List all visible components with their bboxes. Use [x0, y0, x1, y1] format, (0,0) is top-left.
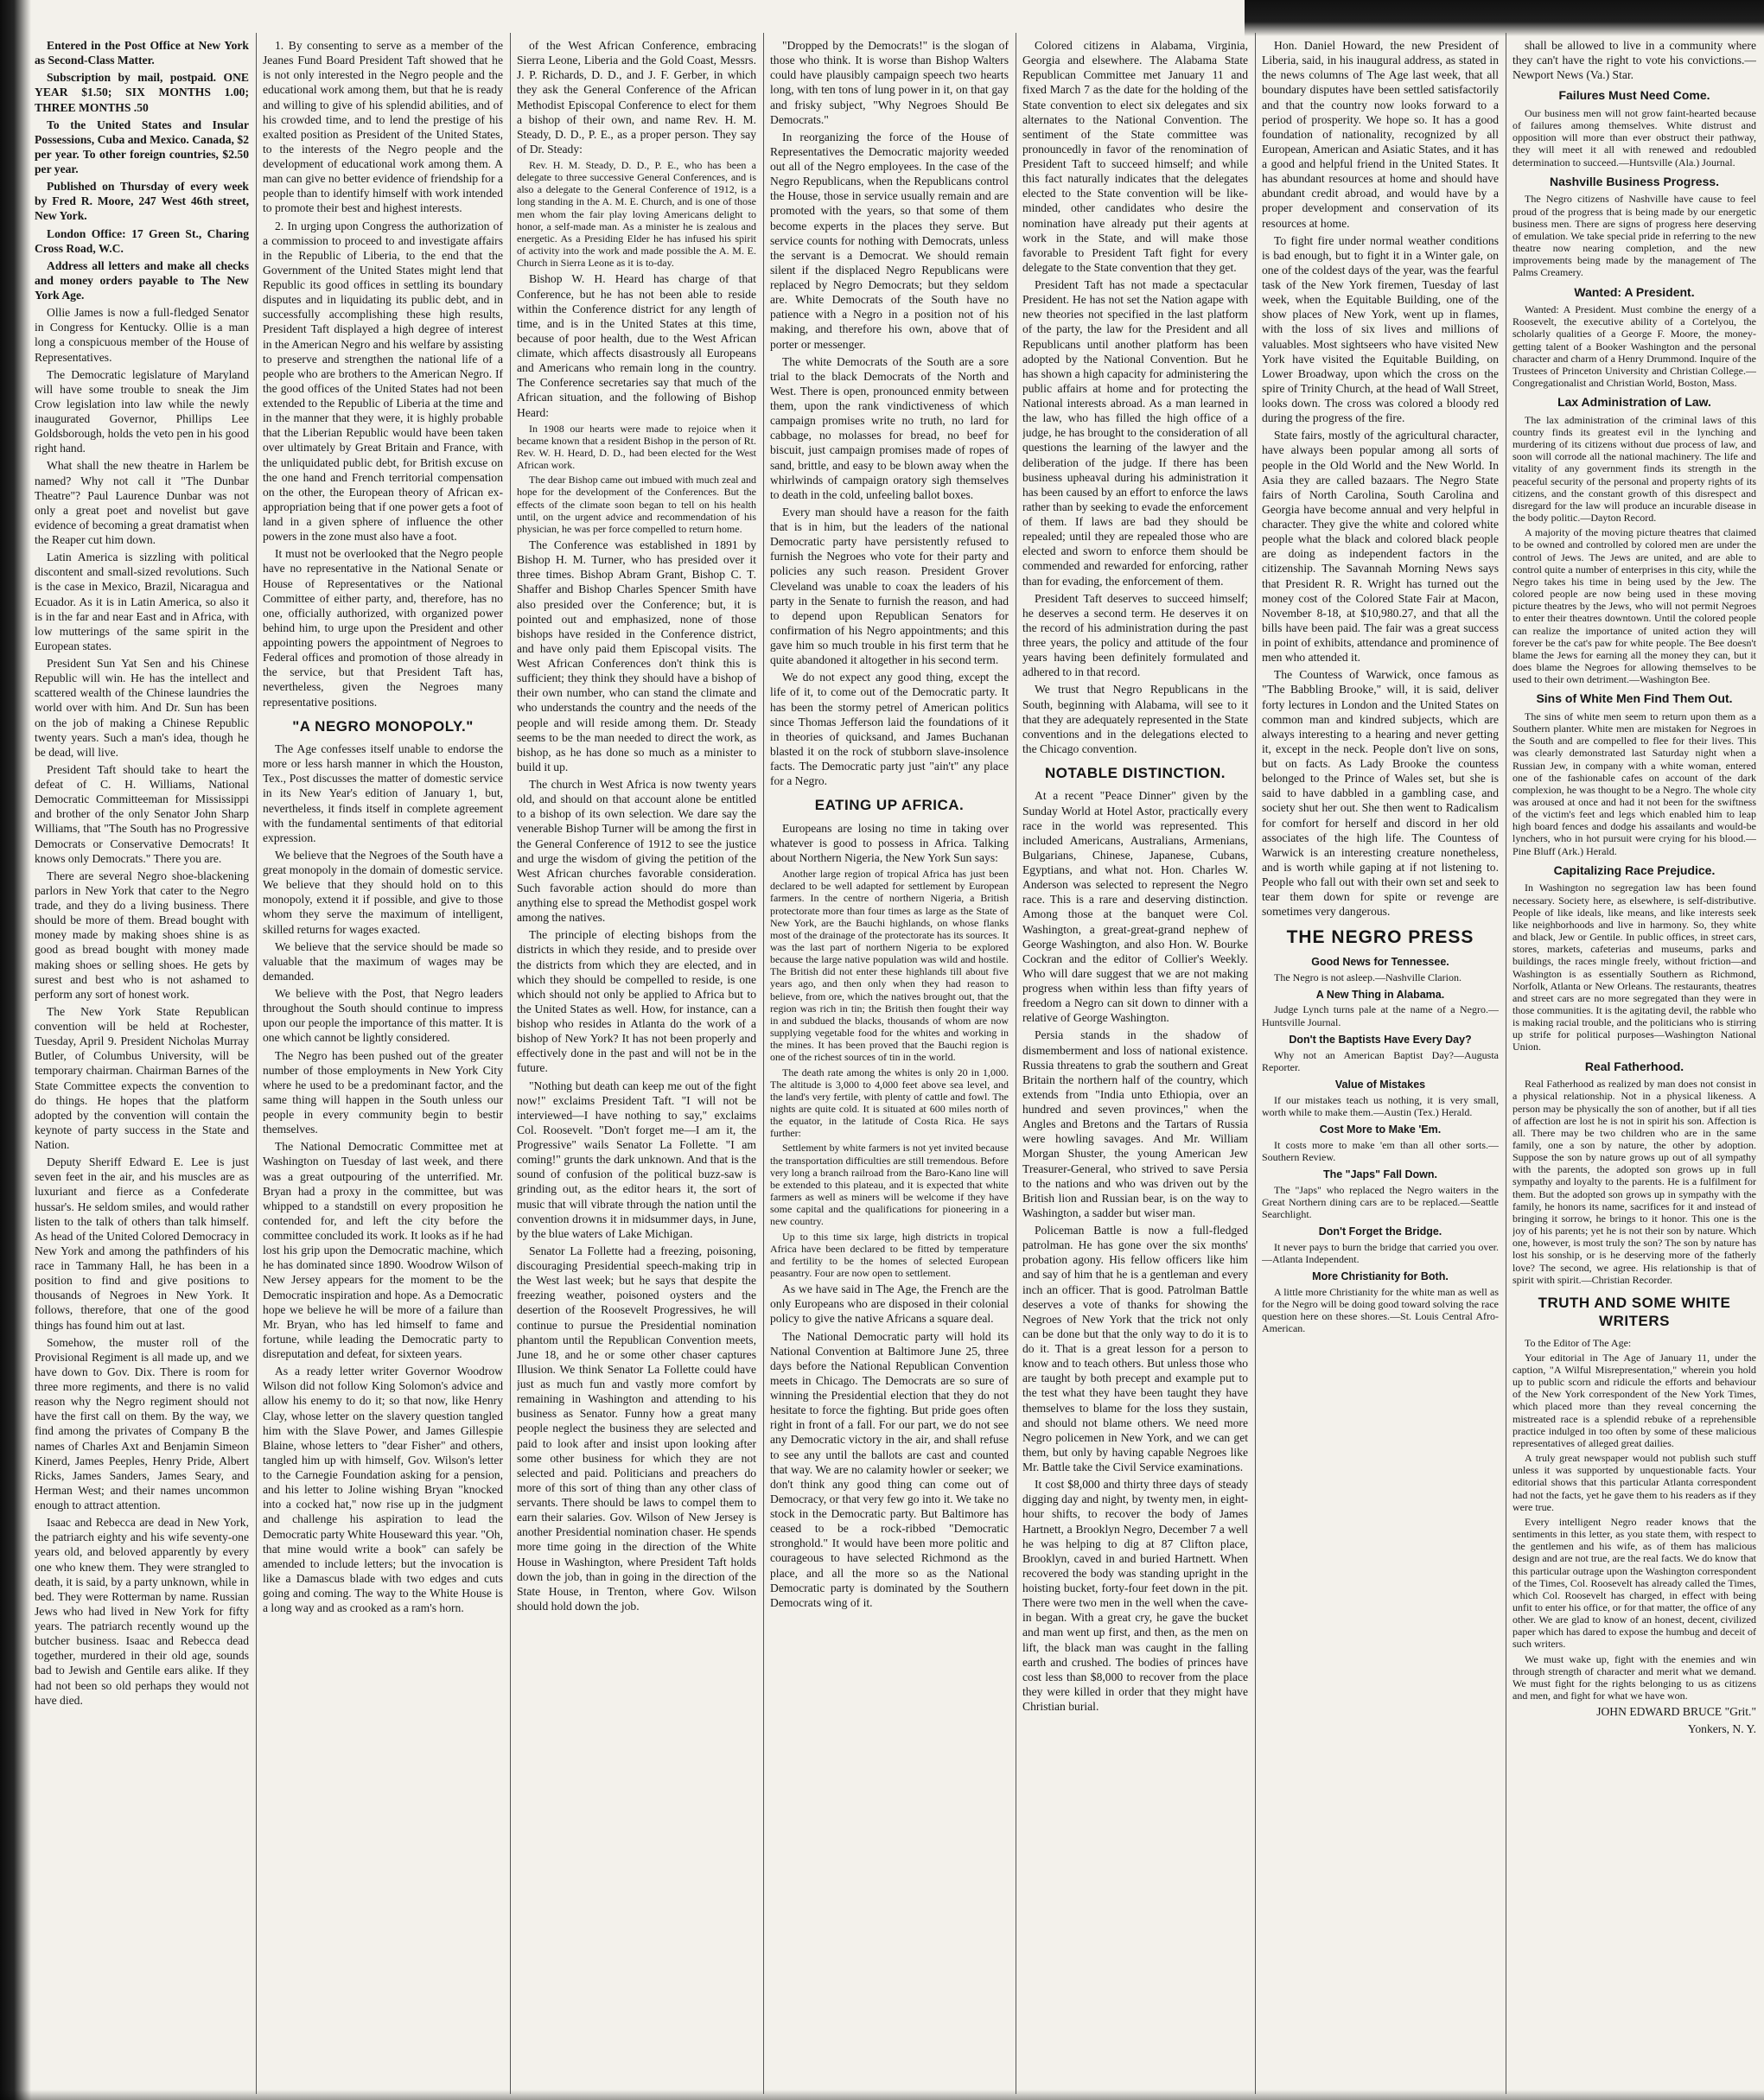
- article-paragraph: President Taft deserves to succeed himself; he deserves a second term. He deserves it on the record of his administration during the past three years, the policy and attitude of the four years having been definitely formulated and adhered to in that record.: [1022, 591, 1248, 679]
- article-headline: NOTABLE DISTINCTION.: [1045, 765, 1226, 781]
- column-rule: [256, 33, 257, 2094]
- column-6: [1262, 38, 1499, 2093]
- article-paragraph: A little more Christianity for the white man as well as for the Negro will be doing good toward solving the race question here on these shores.—St. Louis Central Afro-American.: [1262, 1286, 1499, 1335]
- article-paragraph: We believe that the Negroes of the South have a great monopoly in the domain of domestic service. We believe that they should hold on to this monopoly, extend it if possible, and give to those whom they serve the maximum of intelligent, skilled returns for wages exacted.: [263, 848, 503, 936]
- article-paragraph: The Age confesses itself unable to endorse the more or less harsh manner in which the Houston, Tex., Post discusses the matter of domestic service in its New Year's edition of January 1, but, nevertheless, it finds itself in complete agreement with the fundamental sentiments of that editorial expression.: [263, 742, 503, 844]
- article-paragraph: Policeman Battle is now a full-fledged patrolman. He has gone over the six months' probation agony. His fellow officers like him and say of him that he is a gentleman and every inch an officer. That is good. Patrolman Battle deserves a vote of thanks for showing the Negroes of New York that the trick not only can be done but that the only way to do it is to do it. That is a great lesson for a person to know and to teach others. But unless those who are taught by both precept and example put to the test what they have been taught they have themselves to blame for the loss they sustain, and should not blame others. We need more Negro policemen in New York, and we can get them, but only by having capable Negroes like Mr. Battle take the Civil Service examinations.: [1022, 1224, 1248, 1474]
- article-headline: More Christianity for Both.: [1312, 1270, 1449, 1283]
- article-headline: Value of Mistakes: [1334, 1078, 1426, 1091]
- article-paragraph: The death rate among the whites is only 20 in 1,000. The altitude is 3,000 to 4,000 feet above sea level, and the land's very fertile, with plenty of cattle and fowl. The nights are quite cold. It is situated at 600 miles north of the equator, in the latitude of Costa Rica. He says further:: [770, 1066, 1009, 1140]
- article-paragraph: The Negro citizens of Nashville have cause to feel proud of the progress that is being made by our energetic business men. There are signs of progress here deserving of emulation. We take special pride in referring to the new theatre now nearing completion, and the new improvements being made by the management of The Palms Creamery.: [1512, 193, 1756, 279]
- article-paragraph: Latin America is sizzling with political discontent and small-sized revolutions. Such is the case in Mexico, Brazil, Nicaragua and Ecuador. As it is in Latin America, so also it is in the far and near East and in Africa, with low mutterings of the same spirit in the European states.: [35, 550, 249, 652]
- article-paragraph: In reorganizing the force of the House of Representatives the Democratic majority weeded out all of the Negro employees. In the case of the Negro Republicans, when the Republicans control the House, those in service usually remain and are promoted with the years, so that some of them become experts in the places they serve. But service counts for nothing with Democrats, unless the servant is a Democrat. We should remain silent if the displaced Negro Republicans were replaced by Negro Democrats; but they seldom are. White Democrats of the South have no patience with a Negro in a position not of his making, and therefore his own, above that of porter or messenger.: [770, 130, 1009, 351]
- article-paragraph: Yonkers, N. Y.: [1687, 1722, 1756, 1736]
- article-paragraph: The Democratic legislature of Maryland will have some trouble to sneak the Jim Crow legislation into law while the newly inaugurated Governor, Phillips Lee Goldsborough, holds the veto pen in his good right hand.: [35, 367, 249, 455]
- column-5: [1022, 38, 1248, 2093]
- article-headline: Don't the Baptists Have Every Day?: [1289, 1033, 1472, 1046]
- article-headline: Don't Forget the Bridge.: [1318, 1225, 1442, 1238]
- article-headline: The "Japs" Fall Down.: [1322, 1168, 1437, 1180]
- article-paragraph: Every intelligent Negro reader knows that the sentiments in this letter, as you state them, with respect to the gentlemen and his wife, as of them has malicious design and are not true, are the real facts. We do know that this particular outrage upon the Washington correspondent of the Times, Col. Roosevelt has already called the Times, which Col. Roosevelt has charged, in effect with being unfit to enter his office, or for that matter, the office of any other. We are glad to know of an honest, decent, civilized paper which has dared to expose the humbug and deceit of such writers.: [1512, 1515, 1756, 1651]
- article-paragraph: We trust that Negro Republicans in the South, beginning with Alabama, will see to it that they are adequately represented in the State conventions and in the delegations elected to the Chicago convention.: [1022, 683, 1248, 755]
- article-paragraph: Europeans are losing no time in taking over whatever is good to possess in Africa. Talking about Northern Nigeria, the New York Sun says:: [770, 821, 1009, 864]
- article-paragraph: The National Democratic Committee met at Washington on Tuesday of last week, and there was a great outpouring of the unterrified. Mr. Bryan had a proxy in the committee, but was whipped to a standstill on every proposition he contended for, and left the city before the committee concluded its work. It looks as if he had lost his grip upon the Democratic machine, which he has dominated since 1890. Woodrow Wilson of New Jersey appears for the moment to be the Democratic inspiration and hope. As a Democratic hope we believe he will be more of a failure than Mr. Bryan, who has led himself to fame and fortune, while leading the Democratic party to disreputation and defeat, for sixteen years.: [263, 1140, 503, 1361]
- article-paragraph: To fight fire under normal weather conditions is bad enough, but to fight it in a Winter gale, on one of the coldest days of the year, was the fearful task of the New York firemen, Tuesday of last week, when the Equitable Building, one of the show places of New York, went up in flames, with the loss of six lives and millions of valuables. Most sightseers who have visited New York have visited the Equitable Building, on Lower Broadway, upon which the cross on the spire of Trinity Church, at the head of Wall Street, looks down. The cross was colored a bloody red during the progress of the fire.: [1262, 233, 1499, 425]
- article-paragraph: of the West African Conference, embracing Sierra Leone, Liberia and the Gold Coast, Messrs. J. P. Richards, D. D., and J. F. Gerber, in which they ask the General Conference of the African Methodist Episcopal Conference to elect for them a bishop of their own, and name Rev. H. M. Steady, D. D., P. E., as a proper person. They say of Dr. Steady:: [517, 39, 756, 156]
- article-paragraph: Up to this time six large, high districts in tropical Africa have been declared to be fitted by temperature and fertility to be the homes of selected European peasantry. Four are now open to settlement.: [770, 1230, 1009, 1280]
- article-paragraph: As a ready letter writer Governor Woodrow Wilson did not follow King Solomon's advice and allow his enemy to do it; so that now, like Henry Clay, whose letter on the slavery question tangled him with the Slave Power, and James Gillespie Blaine, whose letters to "dear Fisher" and others, tangled him up with himself, Gov. Wilson's letter to the Carnegie Foundation asking for a pension, and his letter to Joline wishing Bryan "knocked into a cocked hat," now rise up in the judgment and challenge his aspiration to lead the Democratic party White Houseward this year. "Oh, that mine would write a book" can safely be amended to include letters; but the invocation is like a Damascus blade with two edges and cuts going and coming. The way to the White House is a long way and as crooked as a ram's horn.: [263, 1365, 503, 1615]
- column-3: [517, 38, 756, 2093]
- article-paragraph: The Negro has been pushed out of the greater number of those employments in New York City where he used to be a predominant factor, and the same thing will happen in the South unless our people in every community begin to bestir themselves.: [263, 1048, 503, 1136]
- article-paragraph: We believe that the service should be made so valuable that the maximum of wages may be demanded.: [263, 939, 503, 983]
- article-paragraph: Address all letters and make all checks and money orders payable to The New York Age.: [35, 258, 249, 302]
- article-paragraph: Our business men will not grow faint-hearted because of failures among themselves. White distrust and opposition will more than ever obstruct their pathway, they will meet it all with renewed and redoubled determination to succeed.—Huntsville (Ala.) Journal.: [1512, 107, 1756, 169]
- article-paragraph: Your editorial in The Age of January 11, under the caption, "A Wilful Misrepresentation," wherein you hold up to public scorn and ridicule the efforts and behaviour of the New York correspondent of the New York Times, which placed more than they reveal concerning the mistreated race is a splendid rebuke of a reprehensible practice indulged in too often by some of these malicious representatives of alleged great dailies.: [1512, 1351, 1756, 1449]
- article-paragraph: Hon. Daniel Howard, the new President of Liberia, said, in his inaugural address, as stated in the news columns of The Age last week, that all boundary disputes have been settled satisfactorily and that the country now looks forward to a period of prosperity. We hope so. It has a good foundation of nationality, recognized by all European, American and Asiatic States, and it has a good and helpful friend in the United States. It has abundant resources at home and should have abundant credit abroad, and would have by a proper development and conservation of its resources at home.: [1262, 39, 1499, 230]
- article-paragraph: "Nothing but death can keep me out of the fight now!" exclaims President Taft. "I will not be interviewed—I have nothing to say," exclaims Col. Roosevelt. "Don't forget me—I am it, the Progressive" wails Senator La Follette. "I am coming!" grunts the dark unknown. And that is the sound of confusion of the political buzz-saw is grinding out, as the editor hears it, the sort of music that will vibrate through the nation until the convention drowns it in midsummer days, in June, by the blue waters of Lake Michigan.: [517, 1079, 756, 1240]
- article-paragraph: At a recent "Peace Dinner" given by the Sunday World at Hotel Astor, practically every race in the world was represented. This included Americans, Australians, Armenians, Bulgarians, Chinese, Japanese, Cubans, Egyptians, and what not. Hon. Charles W. Anderson was selected to represent the Negro race. This is a rare and deserving distinction. Among those at the banquet were Col. Washington, a great-great-grand nephew of George Washington, and also Hon. W. Bourke Cockran and the editor of Collier's Weekly. Who will dare suggest that we are not making progress when within less than fifty years of freedom a Negro can sit down to dinner with a relative of George Washington.: [1022, 789, 1248, 1025]
- article-paragraph: Persia stands in the shadow of dismemberment and loss of national existence. Russia threatens to grab the southern and Great Britain the northern half of the country, which extends from "India unto Ethiopia, over an hundred and seven provinces," when the Angles and Bretons and the Tartars of Russia were howling savages. And Mr. William Morgan Shuster, the young American Jew Treasurer-General, who strived to save Persia to the nations and who was driven out by the British lion and Russian bear, is on the way to Washington, a sadder but wiser man.: [1022, 1028, 1248, 1219]
- article-paragraph: In 1908 our hearts were made to rejoice when it became known that a resident Bishop in the person of Rt. Rev. W. H. Heard, D. D., had been elected for the West African work.: [517, 422, 756, 472]
- article-paragraph: Settlement by white farmers is not yet invited because the transportation difficulties are still tremendous. Before very long a branch railroad from the Baro-Kano line will be extended to this plateau, and it is expected that white farmers as well as miners will be welcome if they have some capital and the qualifications for pioneering in a new country.: [770, 1142, 1009, 1228]
- article-headline: Capitalizing Race Prejudice.: [1553, 862, 1716, 877]
- article-paragraph: Published on Thursday of every week by Fred R. Moore, 247 West 46th street, New York.: [35, 180, 249, 223]
- article-paragraph: JOHN EDWARD BRUCE "Grit.": [1596, 1705, 1756, 1719]
- article-paragraph: Rev. H. M. Steady, D. D., P. E., who has been a delegate to three successive General Conferences, and is also a delegate to the General Conference of 1912, is a long standing in the A. M. E. Church, and is one of those men whom the fair play loving Americans delight to honor, a self-made man. As a minister he is zealous and energetic. As a Presiding Elder he has infused his spirit of activity into the work and made possible the A. M. E. Church in Sierra Leone as it is to-day.: [517, 159, 756, 270]
- article-paragraph: The principle of electing bishops from the districts in which they reside, and to preside over the districts from which they are elected, and in which they should be compelled to reside, is one which should not only be applied to Africa but to the United States as well. How, for instance, can a bishop who resides in Atlanta do the work of a bishop of New York? It has not been properly and effectively done in the past and will not be in the future.: [517, 928, 756, 1075]
- article-headline: Failures Must Need Come.: [1558, 88, 1710, 103]
- article-paragraph: It must not be overlooked that the Negro people have no representative in the National Senate or House of Representatives or the National Committee of either party, and, therefore, has no one, officially authorized, with organized power behind him, to urge upon the President and other appointing powers the appointment of Negroes to Federal offices and promotion of those already in the service, but that President Taft has, nevertheless, given the Negroes many representative positions.: [263, 547, 503, 709]
- article-paragraph: We must wake up, fight with the enemies and win through strength of character and merit what we demand. We must fight for the rights belonging to us as citizens and men, and fight for what we have won.: [1512, 1652, 1756, 1702]
- article-paragraph: The Negro is not asleep.—Nashville Clarion.: [1274, 970, 1462, 983]
- article-paragraph: Entered in the Post Office at New York as Second-Class Matter.: [35, 39, 249, 67]
- article-headline: Real Fatherhood.: [1584, 1059, 1684, 1073]
- article-paragraph: As we have said in The Age, the French are the only Europeans who are disposed in their colonial policy to give the native Africans a square deal.: [770, 1282, 1009, 1326]
- article-headline: Cost More to Make 'Em.: [1319, 1123, 1442, 1136]
- article-headline: THE NEGRO PRESS: [1286, 927, 1474, 948]
- article-paragraph: Deputy Sheriff Edward E. Lee is just seven feet in the air, and his muscles are as luxuriant and fierce as a Confederate hussar's. He seldom smiles, and would rather listen to the talk of others than talk himself. As head of the United Colored Democracy in New York and among the pathfinders of his race in Tammany Hall, he has been in a position to find and give positions to thousands of Negroes in New York. It follows, therefore, that one of the good things has found him out at last.: [35, 1155, 249, 1332]
- article-paragraph: The New York State Republican convention will be held at Rochester, Tuesday, April 9. President Nicholas Murray Butler, of Columbus University, will be temporary chairman. Chairman Barnes of the State Committee expects the convention to do things. He hopes that the platform adopted by the convention will contain the keynote of party success in the State and Nation.: [35, 1004, 249, 1151]
- column-4: [770, 38, 1009, 2093]
- article-paragraph: Ollie James is now a full-fledged Senator in Congress for Kentucky. Ollie is a man long a conspicuous member of the House of Representatives.: [35, 306, 249, 364]
- article-paragraph: Judge Lynch turns pale at the name of a Negro.—Huntsville Journal.: [1262, 1003, 1499, 1028]
- column-2: [263, 38, 503, 2093]
- article-paragraph: Every man should have a reason for the faith that is in him, but the leaders of the national Democratic party have persistently refused to furnish the Negroes who vote for their party and policies any such reason. President Grover Cleveland was unable to coax the leaders of his party in the Senate to furnish the reason, and had to depend upon Republican Senators for confirmation of his Negro appointments; and this gave him so much trouble in his first term that he quite abandoned it altogether in his second term.: [770, 505, 1009, 667]
- article-paragraph: The Conference was established in 1891 by Bishop H. M. Turner, who has presided over it three times. Bishop Abram Grant, Bishop C. T. Shaffer and Bishop Charles Spencer Smith have also presided over the Conference; but, it is pointed out and emphasized, none of those bishops have resided in the Conference district, and have only paid them Episcopal visits. The West African Conferences don't think this is sufficient; they think they should have a bishop of their own number, who can stand the climate and who understands the country and the needs of the people and will reside among them. Dr. Steady seems to be the man needed to direct the work, as bishop, as he has done so much as a minister to build it up.: [517, 538, 756, 773]
- article-paragraph: It costs more to make 'em than all other sorts.—Southern Review.: [1262, 1138, 1499, 1163]
- article-paragraph: It never pays to burn the bridge that carried you over.—Atlanta Independent.: [1262, 1240, 1499, 1266]
- article-headline: TRUTH AND SOME WHITE WRITERS: [1538, 1294, 1731, 1330]
- column-rule: [763, 33, 764, 2094]
- article-paragraph: The church in West Africa is now twenty years old, and should on that account alone be entitled to a bishop of its own selection. We dare say the venerable Bishop Turner will be among the first in the General Conference of 1912 to see the justice and urge the wisdom of giving the petition of the West African churches favorable consideration. Such favorable action should do more than anything else to spread the Methodist gospel work among the natives.: [517, 778, 756, 925]
- article-paragraph: Another large region of tropical Africa has just been declared to be well adapted for settlement by European farmers. In the centre of northern Nigeria, a British protectorate more than four times as large as the State of New York, are the Bauchi highlands, on whose flanks most of the drainage of the protectorate has its sources. It was the last part of northern Nigeria to be explored because the large native population was wild and hostile. The British did not enter these highlands till about five years ago, and then only when they had reason to believe, from ore, which the natives brought out, that the region was rich in tin; the British then fought their way in and subdued the blacks, thousands of whom are now supplying vegetable food for the whites and working in the mines. It has been proved that the Bauchi region is one of the richest sources of tin in the world.: [770, 868, 1009, 1064]
- article-paragraph: The sins of white men seem to return upon them as a Southern planter. White men are mistaken for Negroes in the South and are compelled to flee for their lives. This was clearly demonstrated last Saturday night when a Russian Jew, in company with a white woman, entered one of the fashionable cafes on account of the dark complexion, he was thought to be a Negro. The whole city was aroused at once and had it not been for the swiftness of the victim's feet and legs which enabled him to leap high board fences and dodge his assailants and would-be lynchers, who in hot pursuit were crying for his blood.—Pine Bluff (Ark.) Herald.: [1512, 710, 1756, 857]
- article-paragraph: There are several Negro shoe-blackening parlors in New York that cater to the Negro trade, and they do a living business. There should be more of them. Bread bought with money made by making shoes shine is as good as bread bought with money made making shoes or selling shoes. He gets by surest and best who is not ashamed to perform any sort of honest work.: [35, 869, 249, 1001]
- article-paragraph: President Sun Yat Sen and his Chinese Republic will win. He has the intellect and scattered wealth of the Chinese laundries the world over with him. And Dr. Sun has been on the job of making a Chinese Republic twenty years. Such a man's idea, though he be dead, will live.: [35, 657, 249, 759]
- article-headline: Lax Administration of Law.: [1557, 395, 1711, 410]
- article-paragraph: The lax administration of the criminal laws of this country finds its greatest evil in the lynching and murdering of its citizens without due process of law, and soon will corrode all the national machinery. The life and vitality of any government finds its strength in the peaceful security of the personal and property rights of its citizens, and the constant growth of this disrespect and disregard for the law will produce an incurable disease in the body politic.—Dayton Record.: [1512, 413, 1756, 525]
- article-paragraph: Subscription by mail, postpaid. ONE YEAR $1.50; SIX MONTHS 1.00; THREE MONTHS .50: [35, 71, 249, 114]
- article-paragraph: Wanted: A President. Must combine the energy of a Roosevelt, the executive ability of a Cortelyou, the scholarly qualities of a George F. Moore, the money-getting talent of a Booker Washington and the personal character and charm of a Henry Drummond. Inquire of the Trustees of Princeton University and Christian College.—Congregationalist and Christian World, Boston, Mass.: [1512, 303, 1756, 390]
- article-paragraph: "Dropped by the Democrats!" is the slogan of those who think. It is worse than Bishop Walters could have plausibly campaign speech two hearts long, with ten tons of lung power in it, on that gay and frisky subject, "Why Negroes Should Be Democrats.": [770, 39, 1009, 126]
- article-paragraph: President Taft should take to heart the defeat of C. H. Williams, National Democratic Committeeman for Mississippi and brother of the only Senator John Sharp Williams, that "The South has no Progressive Democrats or Conservative Democrats! It knows only Democrats." There you are.: [35, 762, 249, 865]
- column-1: [35, 38, 249, 2093]
- article-headline: "A NEGRO MONOPOLY.": [292, 717, 474, 735]
- article-paragraph: Real Fatherhood as realized by man does not consist in a physical relationship. Not in a physical likeness. A person may be physically the son of another, but if all ties of affection are lost he is not in spirit his son. Affection is all. There may be two children who are in the same family, one a son by nature, the other by adoption. Suppose the son by nature grows up out of all sympathy with the parents, the adopted son grows up in full sympathy and loyalty to the parents. He is a fulfilment for them. But the adopted son grows up in sympathy with the family, he honors its name, sacrifices for it and instead of bringing it sorrow, he brings to it honor. This one is the joy of his parents; yet he is not their son by nature. Which one, however, is most truly the son? The son by nature has lost his sonship, or is he deserving more of the fatherly love? The second, we agree. His relationship is that of spirit with spirit.—Christian Recorder.: [1512, 1078, 1756, 1286]
- column-rule: [510, 33, 511, 2094]
- article-headline: A New Thing in Alabama.: [1315, 988, 1445, 1001]
- article-paragraph: 1. By consenting to serve as a member of the Jeanes Fund Board President Taft showed that he is not only interested in the Negro people and the educational work among them, but that he is ready and willing to give of his splendid abilities, and of his crowded time, and to lend the prestige of his exalted position as President of the United States, to the interests of the Negro people and the development of educational work among them. A man can give no better evidence of friendship for a people than to identify himself with work intended to promote their best and highest interests.: [263, 39, 503, 215]
- article-headline: Good News for Tennessee.: [1311, 955, 1449, 968]
- column-rule: [1255, 33, 1256, 2094]
- article-paragraph: The white Democrats of the South are a sore trial to the black Democrats of the North and West. There is open, pronounced enmity between them, upon the rank vindictiveness of which campaign promises write no truth, no lard for cabbage, no molasses for bread, no beef for biscuit, just campaign promises made of ropes of sand, brittle, and easy to be blown away when the whirlwinds of campaign oratory sigh themselves to death in the cold, unfeeling ballot boxes.: [770, 354, 1009, 501]
- article-paragraph: It cost $8,000 and thirty three days of steady digging day and night, by twenty men, in eight-hour shifts, to recover the body of James Hartnett, a Brooklyn Negro, December 7 a well he was helping to dig at 87 Clifton place, Brooklyn, caved in and buried Hartnett. When recovered the body was standing upright in the hoisting bucket, forty-four feet down in the pit. There were two men in the well when the cave-in began. With a great cry, he gave the bucket and man went up first, and then, as the men on lift, the black man was caught in the falling earth and crushed. The bodies of princes have cost less than $8,000 to recover from the place they were killed in order that they might have Christian burial.: [1022, 1478, 1248, 1714]
- scan-dark-edge-left: [0, 0, 31, 2100]
- article-headline: Sins of White Men Find Them Out.: [1536, 691, 1733, 706]
- article-paragraph: Senator La Follette had a freezing, poisoning, discouraging Presidential speech-making trip in the West last week; but he says that despite the freezing weather, poisoned oysters and the desertion of the Roosevelt Progressives, he will continue to pursue the Presidential nomination phantom until the Republican Convention meets, June 18, and he or some other chaser captures Illusion. We think Senator La Follette could have just as much fun and vastly more comfort by remaining in Washington and attending to his business as Senator. Funny how a great many people neglect the business they are selected and paid to look after and insist upon looking after some other business for which they are not selected and paid. Politicians and preachers do more of this sort of thing than any other class of servants. There should be laws to compel them to earn their salaries. Gov. Wilson of New Jersey is another Presidential nomination chaser. He spends more time going in the direction of the White House in Washington, where President Taft holds down the job, than in going in the direction of the State House, in Trenton, where Gov. Wilson should hold down the job.: [517, 1244, 756, 1613]
- article-paragraph: We do not expect any good thing, except the life of it, to come out of the Democratic party. It has been the stormy petrel of American politics since Thomas Jefferson laid the foundations of it in theories of quicksand, and James Buchanan blasted it on the rock of stubborn slave-insolence facts. The Democratic party just "ain't" any place for a Negro.: [770, 671, 1009, 788]
- article-paragraph: The National Democratic party will hold its National Convention at Baltimore June 25, three days before the National Republican Convention meets in Chicago. The Democrats are so sure of winning the Presidential election that they do not hesitate to force the fighting. But pride goes often right in front of a fall. For our part, we do not see any Democratic victory in the air, and shall refuse to see any until the ballots are cast and counted that way. We are no calamity howler or seeker; we don't think any good thing can come out of Democracy, or that very few go into it. We take no stock in the Democratic party. But Baltimore has ceased to be a rock-ribbed "Democratic stronghold." It would have been more politic and courageous to have selected Richmond as the place, and all the more so as the National Democratic party is dominated by the Southern Democrats wing of it.: [770, 1329, 1009, 1609]
- article-paragraph: The dear Bishop came out imbued with much zeal and hope for the development of the Conferences. But the effects of the climate soon began to tell on his health until, on the urgent advice and recommendation of his physician, he was per force compelled to return home.: [517, 474, 756, 535]
- article-paragraph: shall be allowed to live in a community where they can't have the right to vote his convictions.—Newport News (Va.) Star.: [1512, 39, 1756, 82]
- article-paragraph: 2. In urging upon Congress the authorization of a commission to proceed to and investigate affairs in the Republic of Liberia, to the end that the Government of the United States might lend that Republic its good offices in settling its boundary disputes and in liquidating its public debt, and in successfully accomplishing these high results, President Taft displayed a high degree of interest in the American Negro and his welfare by assisting to preserve and strengthen the national life of a people who are brothers to the American Negro. If the good offices of the United States had not been extended to the Republic of Liberia at the time and in the manner that they were, it is highly probable that the Liberian Republic would have been taken over ultimately by Great Britain and France, with the unliquidated public debt, for British excuse on the one hand and French territorial compensation on the other, the European theory of African ex-appropriation being that if one power gets a foot of land in a given sphere of influence the other powers in the zone must also have a foot.: [263, 219, 503, 544]
- article-paragraph: Bishop W. H. Heard has charge of that Conference, but he has not been able to reside within the Conference district for any length of time, and is in the United States at this time, because of poor health, due to the West African climate, which affects disastrously all Europeans and Americans who remain long in the country. The Conference secretaries say that much of the African situation, and the following of Bishop Heard:: [517, 272, 756, 419]
- article-paragraph: Somehow, the muster roll of the Provisional Regiment is all made up, and we have down to Gov. Dix. There is room for three more regiments, and there is no valid reason why the Negro regiment should not have the first call on them. By the way, we find among the privates of Company B the names of Charles Axt and Benjamin Simeon Kinerd, James Peeples, Henry Pride, Albert Ricks, James Sanders, James Seary, and Herman West; and their names uncommon enough to attract attention.: [35, 1335, 249, 1511]
- article-paragraph: President Taft has not made a spectacular President. He has not set the Nation agape with new theories not specified in the last platform of the party, the law for the President and all Republicans until another platform has been adopted by the National Convention. But he has shown a high capacity for administering the public affairs at home and for protecting the National interests abroad. As a man learned in the law, who has filled the high office of a judge, he has brought to the consideration of all questions the learning of the lawyer and the deliberation of the judge. If there has been business upheaval during his administration it has been caused by an effort to enforce the laws rather than by seeking to evade the enforcement of them. If laws are bad they should be repealed; until they are repealed those who are elected and sworn to enforce them should be commended and rewarded for enforcing, rather than for evading, the enforcement of them.: [1022, 278, 1248, 588]
- article-paragraph: Colored citizens in Alabama, Virginia, Georgia and elsewhere. The Alabama State Republican Committee met January 11 and fixed March 7 as the date for the holding of the State convention to elect six delegates and six alternates to the National Convention. The sentiment of the State committee was pronouncedly in favor of the renomination of President Taft to succeed himself; and while this fact naturally indicates that the delegates elected to the State convention will be like-minded, other candidates who desire the nomination have already put their agents at work in the State, and will make those favorable to President Taft fight for every delegate to the State convention that they get.: [1022, 39, 1248, 274]
- article-paragraph: The Countess of Warwick, once famous as "The Babbling Brooke," will, it is said, deliver forty lectures in London and the United States on common man and kindred subjects, which are always interesting to a hearing and never getting it, except in the neck. People don't live on sons, but on facts. As Lady Brooke the countess belonged to the Prince of Wales set, but she is said to have dabbled in a gambling case, and society shut her out. She then went to Radicalism for comfort for herself and discord in her old associates of the high life. The Countess of Warwick is an interesting creature nonetheless, and is worth while gaping at if not listening to. People who fall out with their own set and seek to tear them down for spite or revenge are sometimes very dangerous.: [1262, 668, 1499, 919]
- article-headline: Wanted: A President.: [1574, 284, 1695, 299]
- column-7: [1512, 38, 1756, 2093]
- article-headline: EATING UP AFRICA.: [814, 797, 965, 814]
- article-paragraph: In Washington no segregation law has been found necessary. Society here, as elsewhere, is self-distributive. People of like ideals, like means, and like interests seek like neighborhoods and live in harmony. So, they white and black, Jew or Gentile. In public offices, in street cars, stores, markets, cafeterias and museums, parks and buildings, the races mingle freely, without friction—and Washington is as essentially Southern as Richmond, Norfolk, Atlanta or New Orleans. The restaurants, theatres and street cars are no more segregated than they were in those communities. It is the agitating devil, the rabble who is making racial trouble, and the politicians who is stirring up strife for political purposes—Washington National Union.: [1512, 881, 1756, 1053]
- article-paragraph: What shall the new theatre in Harlem be named? Why not call it "The Dunbar Theatre"? Paul Laurence Dunbar was not only a great poet and novelist but gave evidence of becoming a great dramatist when the Reaper cut him down.: [35, 459, 249, 546]
- article-paragraph: A majority of the moving picture theatres that claimed to be owned and controlled by colored men are under the control of Jews. The Jews are united, and are able to control quite a number of enterprises in this city, while the Negro takes his time in being used by the Jew. The colored people are now being used in these moving picture theatres by the Jews, who will not permit Negroes to enter their theatres downtown. Until the colored people can realize the importance of united action they will forever be the cat's paw for white people. The Bee doesn't blame the Jews for earning all the money they can, but it does blame the Negroes for allowing themselves to be used to their own detriment.—Washington Bee.: [1512, 526, 1756, 686]
- article-paragraph: Why not an American Baptist Day?—Augusta Reporter.: [1262, 1048, 1499, 1073]
- article-paragraph: State fairs, mostly of the agricultural character, have always been popular among all sorts of people in the Old World and the New World. In Asia they are called bazaars. The Negro State fairs of North Carolina, South Carolina and Georgia have become annual and very helpful in character. They give the white and colored white people what the black and colored black people are doing as independent factors in the citizenship. The Savannah Morning News says that President R. R. Wright has turned out the money cost of the Colored State Fair at Macon, November 8-18, at $10,980.27, and that all the bills have been paid. The fair was a great success in point of exhibits, attendance and prominence of men who attended it.: [1262, 429, 1499, 665]
- article-paragraph: We believe with the Post, that Negro leaders throughout the South should continue to impress upon our people the importance of this matter. It is one which cannot be lightly considered.: [263, 987, 503, 1045]
- article-paragraph: A truly great newspaper would not publish such stuff unless it was supported by unquestionable facts. Your editorial shows that this particular Atlanta correspondent had not the facts, yet he gave them to his readers as if they were true.: [1512, 1452, 1756, 1513]
- scan-dark-edge-top: [1245, 0, 1764, 36]
- article-paragraph: To the Editor of The Age:: [1525, 1336, 1632, 1349]
- article-paragraph: Isaac and Rebecca are dead in New York, the patriarch eighty and his wife seventy-one years old, and beloved apparently by every one who knew them. They were strangled to death, it is said, by a party unknown, while in bed. They were Rotterman by name. Russian Jews who had lived in New York for fifty years. The patriarch recently wound up the butcher business. Isaac and Rebecca dead together, murdered in their old age, sounds bad to Jewish and Gentile ears alike. If they had not been so old perhaps they would not have died.: [35, 1516, 249, 1707]
- article-paragraph: To the United States and Insular Possessions, Cuba and Mexico. Canada, $2 per year. To other foreign countries, $2.50 per year.: [35, 118, 249, 175]
- article-paragraph: London Office: 17 Green St., Charing Cross Road, W.C.: [35, 226, 249, 255]
- article-paragraph: The "Japs" who replaced the Negro waiters in the Great Northern dining cars are to be replaced.—Seattle Searchlight.: [1262, 1183, 1499, 1221]
- article-paragraph: If our mistakes teach us nothing, it is very small, worth while to make them.—Austin (Tex.) Herald.: [1262, 1093, 1499, 1118]
- article-headline: Nashville Business Progress.: [1549, 174, 1720, 188]
